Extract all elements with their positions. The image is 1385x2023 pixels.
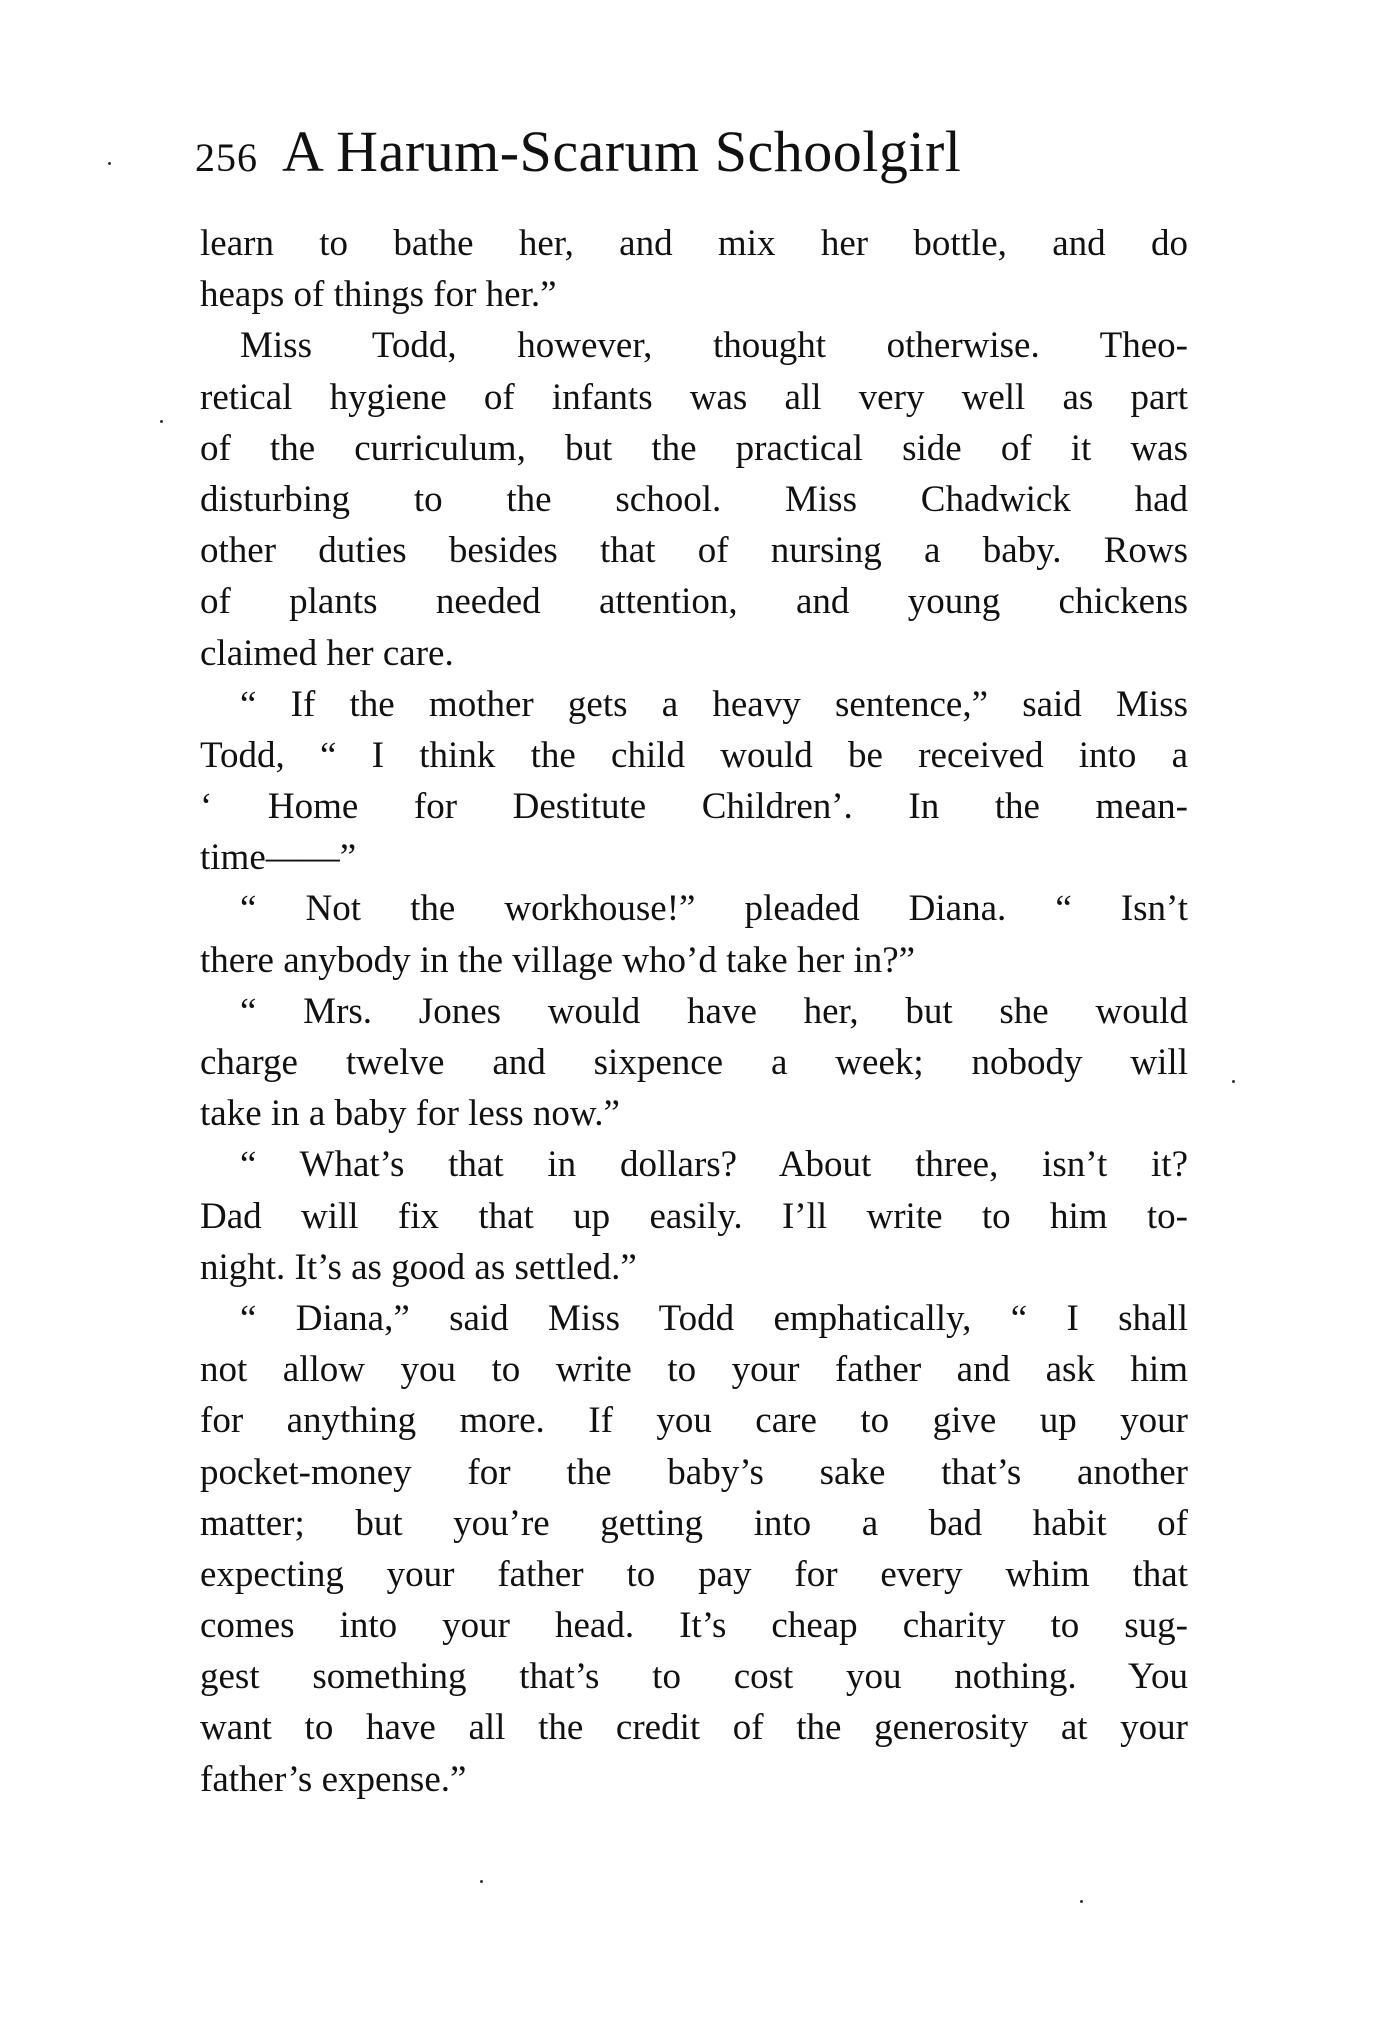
text-line: “ If the mother gets a heavy sentence,” said Miss [240, 683, 1188, 725]
scan-speck [1080, 1900, 1083, 1903]
text-line: want to have all the credit of the generosity at your [200, 1707, 1188, 1749]
text-line: of the curriculum, but the practical side of it was [200, 427, 1188, 469]
text-line: claimed her care. [200, 632, 454, 674]
body-text [200, 218, 1188, 1805]
running-title: A Harum-Scarum Schoolgirl [282, 119, 962, 184]
text-line: take in a baby for less now.” [200, 1093, 620, 1135]
text-line: there anybody in the village who’d take her in?” [200, 939, 916, 981]
text-line: Dad will fix that up easily. I’ll write to him to- [200, 1195, 1188, 1237]
text-line: not allow you to write to your father and ask him [200, 1349, 1188, 1391]
scan-speck [1232, 1080, 1235, 1083]
text-line: time——” [200, 837, 357, 879]
text-line: night. It’s as good as settled.” [200, 1246, 637, 1288]
page-number: 256 [195, 135, 258, 180]
text-line: matter; but you’re getting into a bad habit of [200, 1502, 1188, 1544]
text-line: father’s expense.” [200, 1758, 467, 1800]
text-line: Miss Todd, however, thought otherwise. Theo- [240, 325, 1188, 367]
text-line: “ Not the workhouse!” pleaded Diana. “ Isn’t [240, 888, 1188, 930]
text-line: “ Diana,” said Miss Todd emphatically, “ I shall [240, 1297, 1188, 1339]
text-line: comes into your head. It’s cheap charity to sug- [200, 1605, 1188, 1647]
text-line: other duties besides that of nursing a baby. Rows [200, 530, 1188, 572]
text-line: “ What’s that in dollars? About three, isn’t it? [240, 1144, 1188, 1186]
scan-speck [108, 162, 111, 165]
text-line: learn to bathe her, and mix her bottle, and do [200, 223, 1188, 264]
text-line: charge twelve and sixpence a week; nobody will [200, 1042, 1188, 1083]
text-line: Todd, “ I think the child would be received into a [200, 734, 1188, 776]
text-line: gest something that’s to cost you nothing. You [200, 1656, 1188, 1698]
text-line: for anything more. If you care to give up your [200, 1400, 1188, 1442]
text-line: of plants needed attention, and young chickens [200, 581, 1188, 623]
text-line: “ Mrs. Jones would have her, but she would [240, 990, 1188, 1032]
text-line: ‘ Home for Destitute Children’. In the mean- [200, 786, 1188, 828]
text-line: expecting your father to pay for every whim that [200, 1553, 1188, 1595]
text-line: pocket-money for the baby’s sake that’s another [200, 1451, 1188, 1493]
scan-speck [160, 420, 163, 423]
scan-speck [480, 1880, 483, 1883]
text-line: disturbing to the school. Miss Chadwick had [200, 478, 1188, 520]
page-header [195, 118, 1195, 198]
text-line: retical hygiene of infants was all very well as part [200, 376, 1188, 418]
text-line: heaps of things for her.” [200, 274, 557, 316]
